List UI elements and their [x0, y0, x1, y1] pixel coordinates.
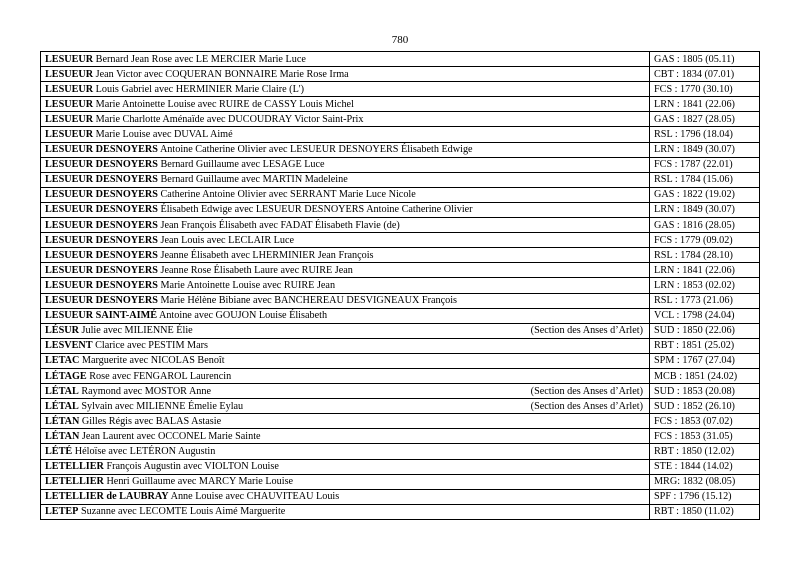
table-row	[41, 308, 760, 323]
table-row	[41, 187, 760, 202]
entry-surname: LESUEUR DESNOYERS	[45, 249, 158, 261]
entry-surname: LESVENT	[45, 340, 93, 352]
entry-surname: LÉTAN	[45, 430, 80, 442]
entry-cell	[41, 202, 650, 217]
entry-surname: LESUEUR DESNOYERS	[45, 189, 158, 201]
table-row	[41, 112, 760, 127]
table-row	[41, 368, 760, 383]
entry-reference: VCL : 1798 (24.04)	[650, 308, 760, 323]
entry-cell	[41, 384, 650, 399]
entry-text: Anne Louise avec CHAUVITEAU Louis	[170, 491, 340, 503]
entry-reference: SUD : 1850 (22.06)	[650, 323, 760, 338]
entry-cell	[41, 142, 650, 157]
entry-cell	[41, 489, 650, 504]
entry-surname: LESUEUR DESNOYERS	[45, 264, 158, 276]
entry-reference: LRN : 1849 (30.07)	[650, 142, 760, 157]
entry-cell	[41, 263, 650, 278]
entry-surname: LETAC	[45, 355, 80, 367]
entry-text: Jean Victor avec COQUERAN BONNAIRE Marie Rose Irma	[95, 68, 349, 80]
entry-text: Marie Louise avec DUVAL Aimé	[95, 129, 233, 141]
entry-note: (Section des Anses d’Arlet)	[530, 400, 643, 412]
entry-text: Henri Guillaume avec MARCY Marie Louise	[106, 476, 294, 488]
entry-text: Rose avec FENGAROL Laurencin	[89, 370, 232, 382]
table-row	[41, 67, 760, 82]
entry-cell	[41, 218, 650, 233]
entry-cell	[41, 323, 650, 338]
entry-text: Gilles Régis avec BALAS Astasie	[81, 415, 222, 427]
entry-cell	[41, 338, 650, 353]
entry-cell	[41, 293, 650, 308]
entry-text: Héloïse avec LETÉRON Augustin	[74, 445, 216, 457]
entry-cell	[41, 52, 650, 67]
entry-cell	[41, 414, 650, 429]
entry-surname: LESUEUR SAINT-AIMÉ	[45, 310, 157, 322]
table-row	[41, 52, 760, 67]
entry-surname: LESUEUR DESNOYERS	[45, 234, 158, 246]
entry-surname: LÉSUR	[45, 325, 79, 337]
entry-text: Julie avec MILIENNE Élie	[81, 325, 193, 337]
entry-reference: CBT : 1834 (07.01)	[650, 67, 760, 82]
table-row	[41, 142, 760, 157]
entry-text: Sylvain avec MILIENNE Émelie Eylau	[81, 400, 244, 412]
entry-text: Antoine avec GOUJON Louise Élisabeth	[158, 310, 328, 322]
entry-surname: LETELLIER	[45, 461, 104, 473]
entry-cell	[41, 399, 650, 414]
table-row	[41, 293, 760, 308]
table-row	[41, 444, 760, 459]
entry-surname: LESUEUR	[45, 68, 94, 80]
entry-cell	[41, 474, 650, 489]
entry-cell	[41, 233, 650, 248]
entry-text: Jean Louis avec LECLAIR Luce	[160, 234, 295, 246]
entry-text: Clarice avec PESTIM Mars	[95, 340, 208, 352]
entry-reference: GAS : 1816 (28.05)	[650, 218, 760, 233]
entry-cell	[41, 278, 650, 293]
entry-cell	[41, 429, 650, 444]
entry-text: Marguerite avec NICOLAS Benoît	[81, 355, 225, 367]
entry-cell	[41, 127, 650, 142]
entry-cell	[41, 172, 650, 187]
entry-text: Marie Hélène Bibiane avec BANCHEREAU DESVIGNEAUX François	[160, 295, 458, 307]
entry-text: François Augustin avec VIOLTON Louise	[106, 461, 279, 473]
entry-text: Suzanne avec LECOMTE Louis Aimé Marguerite	[80, 506, 286, 518]
entry-text: Louis Gabriel avec HERMINIER Marie Claire (L')	[95, 83, 305, 95]
entry-reference: LRN : 1853 (02.02)	[650, 278, 760, 293]
entry-reference: GAS : 1805 (05.11)	[650, 52, 760, 67]
entry-cell	[41, 308, 650, 323]
entry-reference: GAS : 1822 (19.02)	[650, 187, 760, 202]
entry-text: Jeanne Rose Élisabeth Laure avec RUIRE Jean	[160, 264, 353, 276]
entry-reference: FCS : 1770 (30.10)	[650, 82, 760, 97]
entry-surname: LÉTÉ	[45, 445, 73, 457]
entry-cell	[41, 248, 650, 263]
table-row	[41, 429, 760, 444]
table-row	[41, 263, 760, 278]
marriage-register-table	[40, 51, 760, 520]
entry-reference: LRN : 1841 (22.06)	[650, 97, 760, 112]
entry-surname: LESUEUR DESNOYERS	[45, 219, 158, 231]
entry-reference: FCS : 1787 (22.01)	[650, 157, 760, 172]
entry-surname: LETEP	[45, 506, 79, 518]
table-row	[41, 82, 760, 97]
entry-note: (Section des Anses d’Arlet)	[530, 325, 643, 337]
table-row	[41, 218, 760, 233]
entry-surname: LETELLIER	[45, 476, 104, 488]
table-row	[41, 323, 760, 338]
entry-text: Raymond avec MOSTOR Anne	[81, 385, 212, 397]
entry-text: Jeanne Élisabeth avec LHERMINIER Jean François	[160, 249, 374, 261]
entry-surname: LESUEUR DESNOYERS	[45, 174, 158, 186]
entry-reference: FCS : 1853 (31.05)	[650, 429, 760, 444]
table-row	[41, 157, 760, 172]
entry-surname: LESUEUR	[45, 129, 94, 141]
entry-surname: LESUEUR	[45, 53, 94, 65]
entry-reference: MCB : 1851 (24.02)	[650, 368, 760, 383]
entry-text: Jean François Élisabeth avec FADAT Élisabeth Flavie (de)	[160, 219, 400, 231]
entry-text: Marie Antoinette Louise avec RUIRE de CASSY Louis Michel	[95, 98, 354, 110]
table-row	[41, 127, 760, 142]
table-row	[41, 489, 760, 504]
entry-surname: LESUEUR	[45, 98, 94, 110]
entry-cell	[41, 444, 650, 459]
entry-cell	[41, 82, 650, 97]
table-row	[41, 233, 760, 248]
entry-note: (Section des Anses d’Arlet)	[530, 385, 643, 397]
entry-cell	[41, 67, 650, 82]
table-row	[41, 414, 760, 429]
entry-surname: LESUEUR DESNOYERS	[45, 144, 158, 156]
entry-cell	[41, 97, 650, 112]
entry-reference: LRN : 1849 (30.07)	[650, 202, 760, 217]
entry-text: Bernard Guillaume avec LESAGE Luce	[160, 159, 325, 171]
entry-reference: FCS : 1853 (07.02)	[650, 414, 760, 429]
table-row	[41, 384, 760, 399]
entry-surname: LETELLIER de LAUBRAY	[45, 491, 169, 503]
entry-surname: LESUEUR	[45, 83, 94, 95]
entry-reference: RBT : 1850 (12.02)	[650, 444, 760, 459]
entry-surname: LÉTAGE	[45, 370, 87, 382]
page-number: 780	[391, 34, 409, 46]
entry-cell	[41, 112, 650, 127]
table-row	[41, 172, 760, 187]
entry-text: Bernard Jean Rose avec LE MERCIER Marie Luce	[95, 53, 306, 65]
entry-reference: SUD : 1853 (20.08)	[650, 384, 760, 399]
table-row	[41, 504, 760, 519]
entry-text: Bernard Guillaume avec MARTIN Madeleine	[160, 174, 348, 186]
entry-surname: LESUEUR DESNOYERS	[45, 159, 158, 171]
table-row	[41, 459, 760, 474]
entry-text: Élisabeth Edwige avec LESUEUR DESNOYERS Antoine Catherine Olivier	[160, 204, 473, 216]
register-rows	[41, 52, 760, 520]
entry-reference: GAS : 1827 (28.05)	[650, 112, 760, 127]
table-row	[41, 202, 760, 217]
entry-reference: MRG: 1832 (08.05)	[650, 474, 760, 489]
table-row	[41, 278, 760, 293]
entry-text: Catherine Antoine Olivier avec SERRANT Marie Luce Nicole	[160, 189, 416, 201]
entry-reference: RSL : 1784 (15.06)	[650, 172, 760, 187]
entry-cell	[41, 157, 650, 172]
entry-reference: RSL : 1784 (28.10)	[650, 248, 760, 263]
entry-surname: LÉTAL	[45, 385, 79, 397]
table-row	[41, 474, 760, 489]
entry-reference: RSL : 1796 (18.04)	[650, 127, 760, 142]
entry-reference: LRN : 1841 (22.06)	[650, 263, 760, 278]
entry-surname: LESUEUR DESNOYERS	[45, 295, 158, 307]
entry-cell	[41, 368, 650, 383]
table-row	[41, 97, 760, 112]
entry-reference: SPM : 1767 (27.04)	[650, 353, 760, 368]
entry-reference: RBT : 1850 (11.02)	[650, 504, 760, 519]
entry-surname: LESUEUR	[45, 113, 94, 125]
entry-text: Antoine Catherine Olivier avec LESUEUR DESNOYERS Élisabeth Edwige	[159, 144, 473, 156]
entry-cell	[41, 353, 650, 368]
entry-cell	[41, 504, 650, 519]
entry-reference: SPF : 1796 (15.12)	[650, 489, 760, 504]
entry-reference: STE : 1844 (14.02)	[650, 459, 760, 474]
entry-cell	[41, 187, 650, 202]
entry-surname: LESUEUR DESNOYERS	[45, 204, 158, 216]
entry-reference: FCS : 1779 (09.02)	[650, 233, 760, 248]
entry-text: Marie Antoinette Louise avec RUIRE Jean	[160, 279, 336, 291]
table-row	[41, 399, 760, 414]
entry-surname: LÉTAN	[45, 415, 80, 427]
entry-text: Jean Laurent avec OCCONEL Marie Sainte	[81, 430, 261, 442]
table-row	[41, 248, 760, 263]
entry-cell	[41, 459, 650, 474]
table-row	[41, 353, 760, 368]
entry-text: Marie Charlotte Aménaïde avec DUCOUDRAY Victor Saint-Prix	[95, 113, 364, 125]
table-row	[41, 338, 760, 353]
entry-reference: SUD : 1852 (26.10)	[650, 399, 760, 414]
entry-surname: LÉTAL	[45, 400, 79, 412]
entry-reference: RSL : 1773 (21.06)	[650, 293, 760, 308]
entry-reference: RBT : 1851 (25.02)	[650, 338, 760, 353]
entry-surname: LESUEUR DESNOYERS	[45, 279, 158, 291]
